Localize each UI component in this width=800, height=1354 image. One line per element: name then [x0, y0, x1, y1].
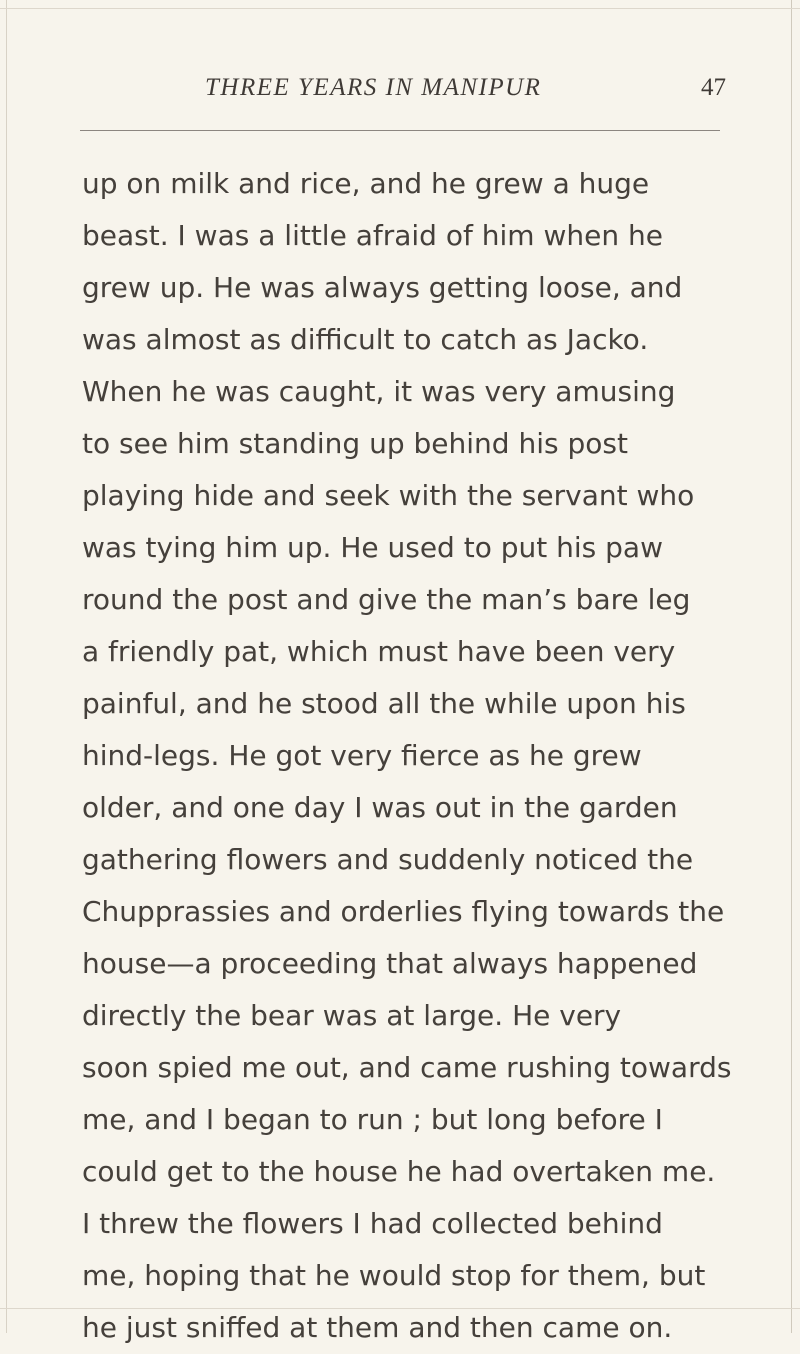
page-number: 47: [701, 74, 726, 101]
running-title: THREE YEARS IN MANIPUR: [205, 74, 542, 101]
text-line: playing hide and seek with the servant who: [82, 479, 695, 512]
text-line: I threw the flowers I had collected behind: [82, 1207, 663, 1240]
text-line: Chupprassies and orderlies flying towards the: [82, 895, 725, 928]
text-line: was tying him up. He used to put his paw: [82, 531, 663, 564]
text-line: me, and I began to run ; but long before I: [82, 1103, 663, 1136]
text-line: a friendly pat, which must have been very: [82, 635, 676, 668]
text-line: he just sniffed at them and then came on.: [82, 1311, 673, 1344]
text-line: up on milk and rice, and he grew a huge: [82, 167, 650, 200]
scan-edge-left: [6, 0, 7, 1333]
text-line: older, and one day I was out in the garden: [82, 791, 678, 824]
text-line: house—a proceeding that always happened: [82, 947, 698, 980]
text-line: round the post and give the man’s bare leg: [82, 583, 691, 616]
text-line: painful, and he stood all the while upon his: [82, 687, 686, 720]
text-line: directly the bear was at large. He very: [82, 999, 622, 1032]
text-line: could get to the house he had overtaken me.: [82, 1155, 716, 1188]
header-rule: [80, 130, 720, 131]
text-line: When he was caught, it was very amusing: [82, 375, 676, 408]
text-line: grew up. He was always getting loose, and: [82, 271, 683, 304]
scan-edge-top: [0, 8, 800, 9]
scan-edge-right: [791, 0, 792, 1333]
text-line: gathering flowers and suddenly noticed the: [82, 843, 694, 876]
body-text: [82, 158, 742, 1354]
text-line: beast. I was a little afraid of him when he: [82, 219, 663, 252]
running-head: [0, 74, 800, 114]
text-line: soon spied me out, and came rushing towards: [82, 1051, 732, 1084]
text-line: to see him standing up behind his post: [82, 427, 628, 460]
text-line: was almost as difficult to catch as Jacko.: [82, 323, 649, 356]
text-line: me, hoping that he would stop for them, but: [82, 1259, 706, 1292]
text-line: hind-legs. He got very fierce as he grew: [82, 739, 642, 772]
